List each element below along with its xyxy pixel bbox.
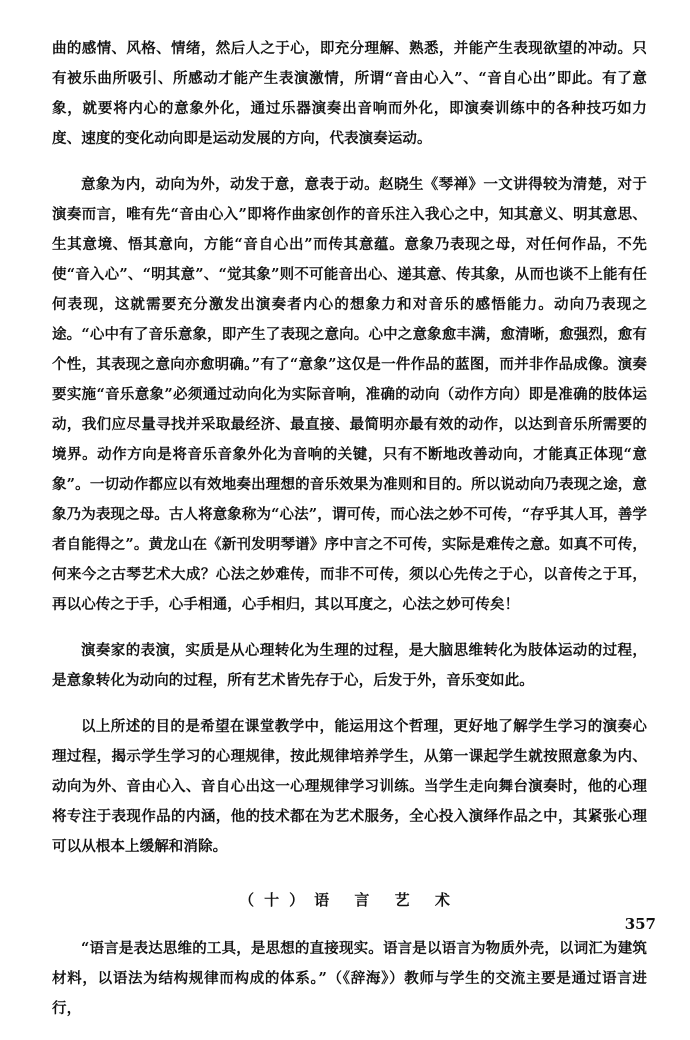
paragraph-yixiang: 意象为内，动向为外，动发于意，意表于动。赵晓生《琴禅》一文讲得较为清楚，对于演奏而言，唯有先“音由心入”即将作曲家创作的音乐注入我心之中，知其意义、明其意思、生其意境、悟其意向，方能“音自心出”而传其意蕴。意象乃表现之母，对任何作品，不先使“音入心”、“明其意”、“觉其象”则不可能音出心、递其意、传其象，从而也谈不上能有任何表现，这就需要充分激发出演奏者内心的想象力和对音乐的感悟能力。动向乃表现之途。“心中有了音乐意象，即产生了表现之意向。心中之意象愈丰满，愈清晰，愈强烈，愈有个性，其表现之意向亦愈明确。”有了“意象”这仅是一件作品的蓝图，而并非作品成像。演奏要实施“音乐意象”必须通过动向化为实际音响，准确的动向（动作方向）即是准确的肢体运动，我们应尽量寻找并采取最经济、最直接、最简明亦最有效的动作，以达到音乐所需要的境界。动作方向是将音乐音象外化为音响的关键，只有不断地改善动向，才能真正体现“意象”。一切动作都应以有效地奏出理想的音乐效果为准则和目的。所以说动向乃表现之途，意象乃为表现之母。古人将意象称为“心法”，谓可传，而心法之妙不可传，“存乎其人耳，善学者自能得之”。黄龙山在《新刊发明琴谱》序中言之不可传，实际是难传之意。如真不可传，何来今之古琴艺术大成？心法之妙难传，而非不可传，须以心先传之于心，以音传之于耳，再以心传之于手，心手相通，心手相归，其以耳度之，心法之妙可传矣！ (52, 176, 647, 613)
page-number: 357 (624, 915, 656, 933)
paragraph-performer: 演奏家的表演，实质是从心理转化为生理的过程，是大脑思维转化为肢体运动的过程，是意象转化为动向的过程，所有艺术皆先存于心，后发于外，音乐变如此。 (52, 642, 647, 689)
section-heading: （十）语 言 艺 术 (239, 891, 460, 909)
paragraph-continued: 曲的感情、风格、情绪，然后人之于心，即充分理解、熟悉，并能产生表现欲望的冲动。只有被乐曲所吸引、所感动才能产生表演激情，所谓“音由心入”、“音自心出”即此。有了意象，就要将内心的意象外化，通过乐器演奏出音响而外化，即演奏训练中的各种技巧如力度、速度的变化动向即是运动发展的方向，代表演奏运动。 (52, 40, 647, 147)
paragraph-summary: 以上所述的目的是希望在课堂教学中，能运用这个哲理，更好地了解学生学习的演奏心理过程，揭示学生学习的心理规律，按此规律培养学生，从第一课起学生就按照意象为内、动向为外、音由心入、音自心出这一心理规律学习训练。当学生走向舞台演奏时，他的心理将专注于表现作品的内涵，他的技术都在为艺术服务，全心投入演绎作品之中，其紧张心理可以从根本上缓解和消除。 (52, 718, 647, 855)
body-text (52, 34, 647, 1040)
paragraph-language: “语言是表达思维的工具，是思想的直接现实。语言是以语言为物质外壳，以词汇为建筑材料，以语法为结构规律而构成的体系。”（《辞海》）教师与学生的交流主要是通过语言进行， (52, 940, 647, 1017)
